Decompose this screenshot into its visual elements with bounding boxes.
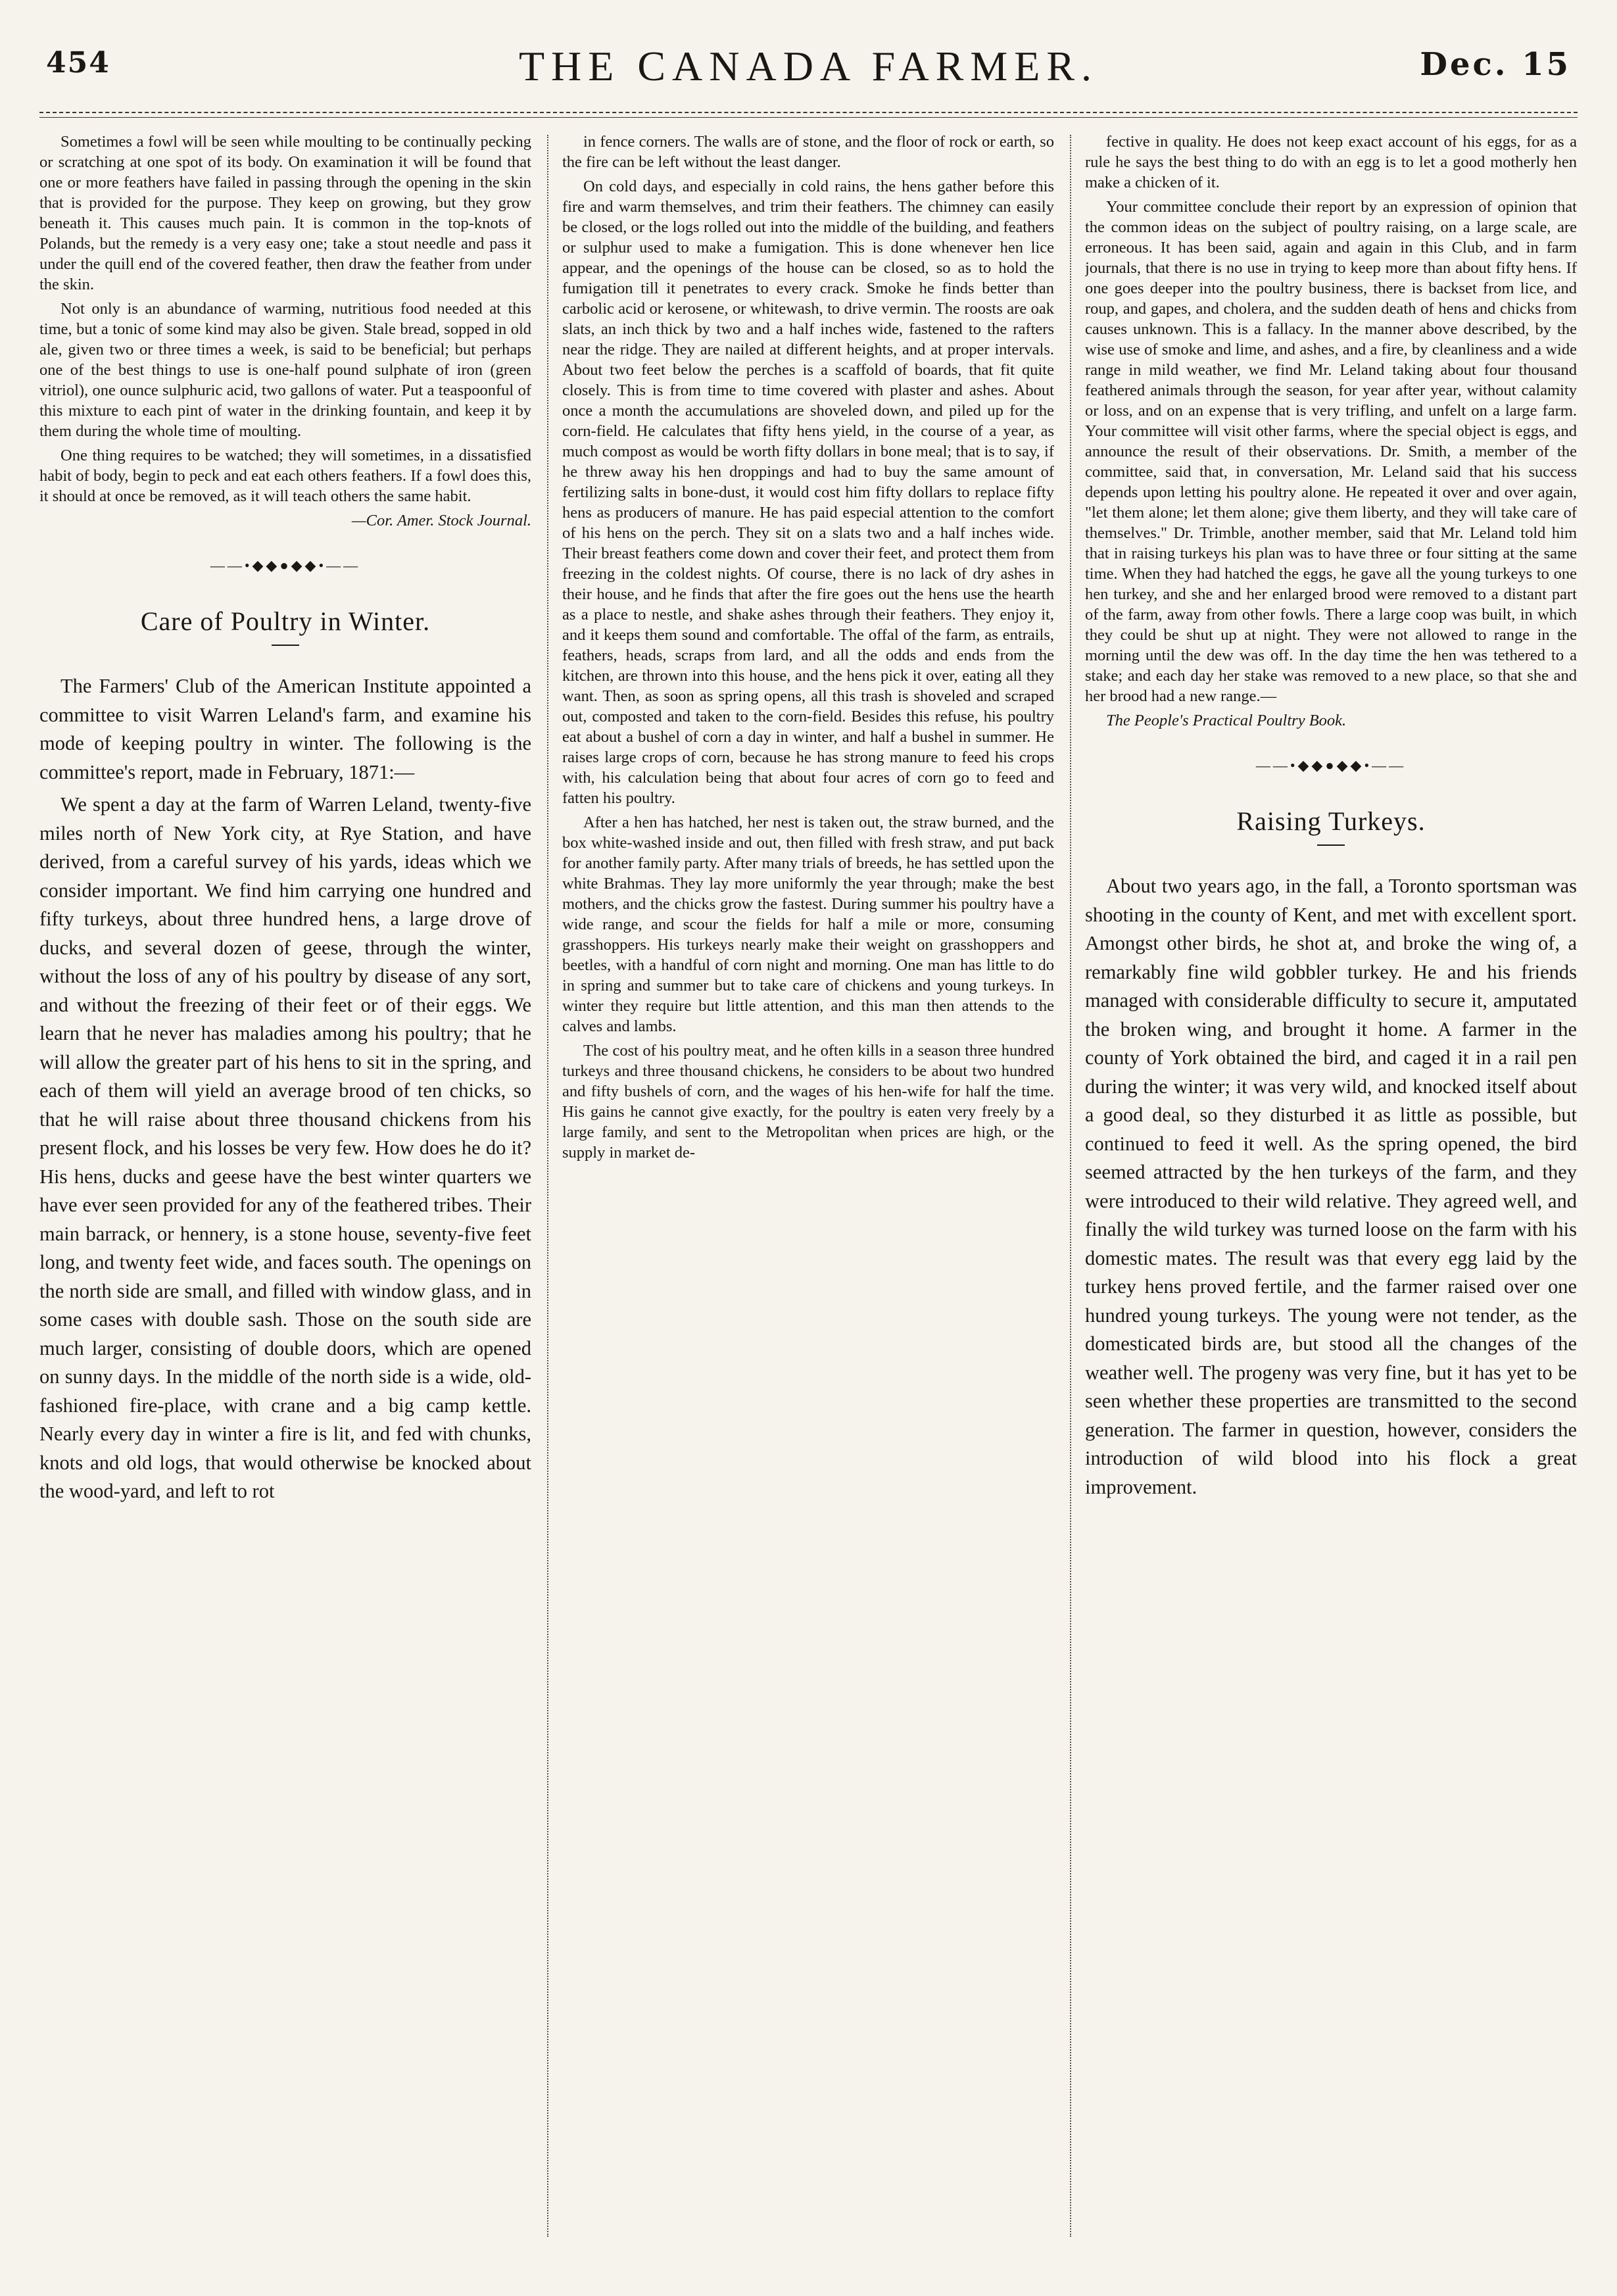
article-paragraph: in fence corners. The walls are of stone, and the floor of rock or earth, so the fire can be left without the least danger. [562, 133, 1054, 171]
column-divider [547, 135, 548, 2237]
article-intro: The Farmers' Club of the American Institute appointed a committee to visit Warren Leland's farm, and examine his mode of keeping poultry in winter. The following is the committee's report, made in February, 1871:— [39, 675, 531, 783]
page-number: 454 [46, 46, 110, 80]
article-paragraph: Your committee conclude their report by an expression of opinion that the common ideas on the subject of poultry raising, on a large scale, are erroneous. It has been said, again and again in this Club, and in farm journals, that there is no use in trying to keep more than about fifty hens. If one goes deeper into the poultry business, there is backset from lice, and roup, and gapes, and cholera, and the sudden death of hens and chicks from causes unknown. This is a fallacy. In the manner above described, by the wise use of smoke and lime, and ashes, and a fire, by cleanliness and a wide range in mild weather, we find Mr. Leland taking about four thousand feathered animals through the season, for year after year, without calamity or loss, and on an expense that is very trifling, and unfelt on a large farm. Your committee will visit other farms, where the special object is eggs, and announce the result of their observations. Dr. Smith, a member of the committee, said that, in conversation, Mr. Leland said that his success depends upon letting his poultry alone. He repeated it over and over again, "let them alone; let them alone; give them liberty, and they will take care of themselves." Dr. Trimble, another member, said that Mr. Leland told him that in raising turkeys his plan was to have three or four sitting at the same time. When they had hatched the eggs, he gave all the young turkeys to one hen turkey, and she and her enlarged brood were removed to a distant part of the farm, away from other fowls. There a large coop was built, in which they could be shut up at night. They were not allowed to range in the morning until the dew was off. In the day time the hen was tethered to a stake; and each day her stake was removed to a new place, so that she and her brood had a new range.— [1085, 198, 1577, 705]
article-paragraph: The cost of his poultry meat, and he often kills in a season three hundred turkeys and three thousand chickens, he considers to be about two hundred and fifty bushels of corn, and the wages of his hen-wife for half the time. His gains he cannot give exactly, for the poultry is eaten very freely by a large family, and sent to the Metropolitan when prices are high, or the supply in market de- [562, 1042, 1054, 1161]
issue-date: Dec. 15 [1420, 46, 1571, 83]
column-3 [1085, 132, 1577, 2243]
article-heading: Care of Poultry in Winter. [140, 606, 431, 636]
article-paragraph: One thing requires to be watched; they will sometimes, in a dissatisfied habit of body, begin to peck and eat each others feathers. If a fowl does this, it should at once be removed, as it will teach others the same habit. [39, 447, 531, 505]
article-heading: Raising Turkeys. [1236, 806, 1426, 836]
heading-divider [272, 645, 299, 646]
article-paragraph: We spent a day at the farm of Warren Leland, twenty-five miles north of New York city, at Rye Station, and have derived, from a careful survey of his yards, ideas which we consider important. We find him carrying one hundred and fifty turkeys, about three hundred hens, a large drove of ducks, and several dozen of geese, through the winter, without the loss of any of his poultry by disease of any sort, and without the freezing of their feet or of their eggs. We learn that he never has maladies among his poultry; that he will allow the greater part of his hens to sit in the spring, and each of them will yield an average brood of ten chicks, so that he will raise about three thousand chickens from his present flock, and his losses be very few. How does he do it? His hens, ducks and geese have the best winter quarters we have ever seen provided for any of the feathered tribes. Their main barrack, or hennery, is a stone house, seventy-five feet long, and twenty feet wide, and faces south. The openings on the north side are small, and filled with window glass, and in some cases with double sash. Those on the south side are much larger, consisting of double doors, which are opened on sunny days. In the middle of the north side is a wide, old-fashioned fire-place, with crane and a big camp kettle. Nearly every day in winter a fire is lit, and fed with chunks, knots and old logs, that would otherwise be knocked about the wood-yard, and left to rot [39, 793, 531, 1502]
masthead-title: THE CANADA FARMER. [518, 43, 1099, 89]
column-2 [562, 132, 1054, 2243]
page-header [39, 33, 1578, 112]
article-paragraph: fective in quality. He does not keep exact account of his eggs, for as a rule he says the best thing to do with an egg is to let a good motherly hen make a chicken of it. [1085, 133, 1577, 191]
article-paragraph: On cold days, and especially in cold rains, the hens gather before this fire and warm themselves, and trim their feathers. The chimney can easily be closed, or the logs rolled out into the middle of the building, and feathers or sulphur used to make a fumigation. This is done whenever hen lice appear, and the openings of the house can be closed, so as to hold the fumigation till it penetrates to every crack. Smoke he finds better than carbolic acid or kerosene, or whitewash, to drive vermin. The roosts are oak slats, an inch thick by two and a half inches wide, fastened to the rafters near the ridge. They are nailed at different heights, and at proper intervals. About two feet below the perches is a scaffold of boards, that fit quite closely. This is from time to time covered with plaster and ashes. About once a month the accumulations are shoveled down, and piled up for the corn-field. He calculates that fifty hens yield, in the course of a year, as much compost as would be worth fifty dollars in bone meal; that is to say, if he threw away his hen droppings and had to buy the same amount of fertilizing salts in bone-dust, it would cost him fifty dollars to replace fifty hens as producers of manure. He has paid especial attention to the comfort of his hens on the perch. They sit on a slats two and a half inches wide. Their breast feathers come down and cover their feet, and protect them from freezing in the coldest nights. Of course, there is no lack of dry ashes in their house, and he finds that after the fire goes out the hens use the hearth as a place to nestle, and shake ashes through their feathers. They enjoy it, and it keeps them sound and comfortable. The offal of the farm, as entrails, feathers, heads, scraps from lard, and all the odds and ends from the kitchen, are thrown into this house, and the hens pick it over, eating all they want. Then, as soon as spring opens, all this trash is shoveled and scraped out, composted and taken to the corn-field. Besides this refuse, his poultry eat about a bushel of corn a day in winter, and half a bushel in summer. He raises large crops of corn, because he has strong manure to feed his crops with, his calculation being that about four acres of corn go to feed and fatten his poultry. [562, 178, 1054, 807]
section-ornament: ——•◆◆●◆◆•—— [1255, 757, 1407, 773]
article-paragraph: Not only is an abundance of warming, nutritious food needed at this time, but a tonic of some kind may also be given. Stale bread, sopped in old ale, given two or three times a week, is said to be beneficial; but perhaps one of the best things to use is one-half pound sulphate of iron (green vitriol), one ounce sulphuric acid, two gallons of water. Put a teaspoonful of this mixture to each pint of water in the drinking fountain, and keep it by them during the whole time of moulting. [39, 300, 531, 440]
column-1 [39, 132, 531, 2243]
header-rule [39, 112, 1578, 118]
article-paragraph: About two years ago, in the fall, a Toronto sportsman was shooting in the county of Kent, and met with excellent sport. Amongst other birds, he shot at, and broke the wing of, a remarkably fine wild gobbler turkey. He and his friends managed with considerable difficulty to secure it, amputated the broken wing, and brought it home. A farmer in the county of York obtained the bird, and caged it in a rail pen during the winter; it was very wild, and knocked itself about a good deal, so they disturbed it as little as possible, but continued to feed it well. As the spring opened, the bird seemed attracted by the hen turkeys of the farm, and they were introduced to their wild relative. They agreed well, and finally the wild turkey was turned loose on the farm with his domestic mates. The result was that every egg laid by the turkey hens proved fertile, and the farmer raised over one hundred young turkeys. The young were not tender, as the domesticated birds are, but stood all the changes of the weather well. The progeny was very fine, but it has yet to be seen whether these properties are transmitted to the second generation. The farmer in question, however, considers the introduction of wild blood into his flock a great improvement. [1085, 875, 1577, 1498]
section-ornament: ——•◆◆●◆◆•—— [210, 557, 361, 574]
article-paragraph: After a hen has hatched, her nest is taken out, the straw burned, and the box white-washed inside and out, then filled with fresh straw, and put back for another family party. After many trials of breeds, he has settled upon the white Brahmas. They lay more uniformly the year through; make the best mothers, and the chicks grow the fastest. During summer his poultry have a wide range, and scour the fields for half a mile or more, consuming grasshoppers. His turkeys nearly make their weight on grasshoppers and beetles, with a handful of corn night and morning. One man has little to do in spring and summer but to take care of chickens and young turkeys. In winter they require but little attention, and this man then attends to the calves and lambs. [562, 814, 1054, 1035]
article-source: The People's Practical Poultry Book. [1106, 712, 1347, 729]
article-source: —Cor. Amer. Stock Journal. [351, 512, 531, 529]
heading-divider [1317, 844, 1345, 846]
column-divider [1070, 135, 1071, 2237]
article-paragraph: Sometimes a fowl will be seen while moulting to be continually pecking or scratching at one spot of its body. On examination it will be found that one or more feathers have failed in passing through the opening in the skin that is provided for the purpose. They keep on growing, but they grow beneath it. This causes much pain. It is common in the top-knots of Polands, but the remedy is a very easy one; take a stout needle and pass it under the quill end of the covered feather, then draw the feather from under the skin. [39, 133, 531, 293]
